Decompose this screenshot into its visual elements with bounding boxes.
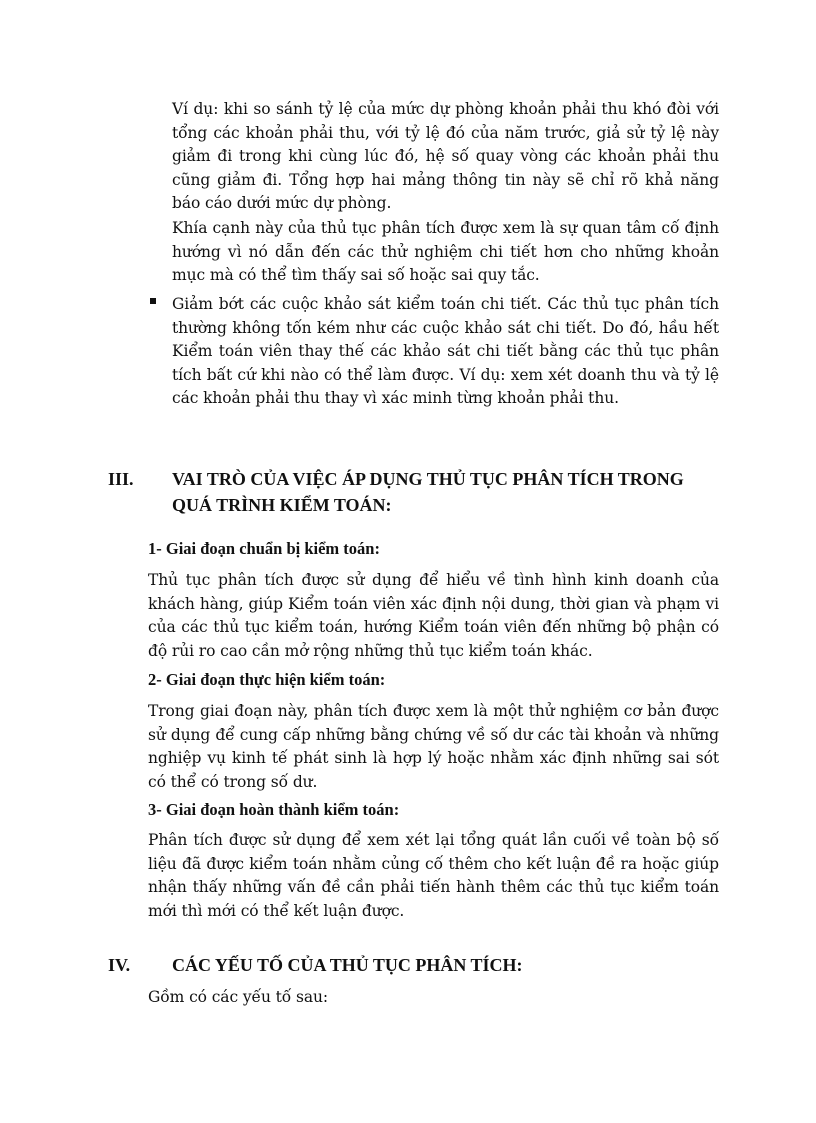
section-3-title xyxy=(172,466,732,518)
aspect-paragraph: Khía cạnh này của thủ tục phân tích được xem là sự quan tâm cố định hướng vì nó dẫn đến các thử nghiệm chi tiết hơn cho những khoản mục mà có thể tìm thấy sai số hoặc sai quy tắc. xyxy=(172,219,719,284)
stage-3-paragraph: Phân tích được sử dụng để xem xét lại tổng quát lần cuối về toàn bộ số liệu đã được kiểm toán nhằm củng cố thêm cho kết luận đề ra hoặc giúp nhận thấy những vấn đề cần phải tiến hành thêm các thủ tục kiểm toán mới thì mới có thể kết luận được. xyxy=(148,831,719,920)
section-3-number: III. xyxy=(108,469,134,489)
bullet-paragraph: Giảm bớt các cuộc khảo sát kiểm toán chi tiết. Các thủ tục phân tích thường không tốn kém như các cuộc khảo sát chi tiết. Do đó, hầu hết Kiểm toán viên thay thế các khảo sát chi tiết bằng các thủ tục phân tích bất cứ khi nào có thể làm được. Ví dụ: xem xét doanh thu và tỷ lệ các khoản phải thu thay vì xác minh từng khoản phải thu. xyxy=(172,295,719,407)
example-paragraph: Ví dụ: khi so sánh tỷ lệ của mức dự phòng khoản phải thu khó đòi với tổng các khoản phải thu, với tỷ lệ đó của năm trước, giả sử tỷ lệ này giảm đi trong khi cùng lúc đó, hệ số quay vòng các khoản phải thu cũng giảm đi. Tổng hợp hai mảng thông tin này sẽ chỉ rõ khả năng báo cáo dưới mức dự phòng. xyxy=(172,100,719,212)
section-3-title-line-2: QUÁ TRÌNH KIỂM TOÁN: xyxy=(172,495,392,515)
stage-2-paragraph: Trong giai đoạn này, phân tích được xem là một thử nghiệm cơ bản được sử dụng để cung cấp những bằng chứng về số dư các tài khoản và những nghiệp vụ kinh tế phát sinh là hợp lý hoặc nhằm xác định những sai sót có thể có trong số dư. xyxy=(148,702,719,791)
section-4-title: CÁC YẾU TỐ CỦA THỦ TỤC PHÂN TÍCH: xyxy=(172,955,523,975)
stage-3-heading: 3- Giai đoạn hoàn thành kiểm toán: xyxy=(148,800,400,819)
section-4-intro: Gồm có các yếu tố sau: xyxy=(148,988,329,1006)
section-4-number: IV. xyxy=(108,955,131,975)
stage-2-heading: 2- Giai đoạn thực hiện kiểm toán: xyxy=(148,670,386,689)
stage-1-heading: 1- Giai đoạn chuẩn bị kiểm toán: xyxy=(148,539,380,558)
section-3-title-line-1: VAI TRÒ CỦA VIỆC ÁP DỤNG THỦ TỤC PHÂN TÍCH TRONG xyxy=(172,469,684,489)
stage-1-paragraph: Thủ tục phân tích được sử dụng để hiểu về tình hình kinh doanh của khách hàng, giúp Kiểm toán viên xác định nội dung, thời gian và phạm vi của các thủ tục kiểm toán, hướng Kiểm toán viên đến những bộ phận có độ rủi ro cao cần mở rộng những thủ tục kiểm toán khác. xyxy=(148,571,719,660)
bullet-square-icon xyxy=(150,298,156,304)
